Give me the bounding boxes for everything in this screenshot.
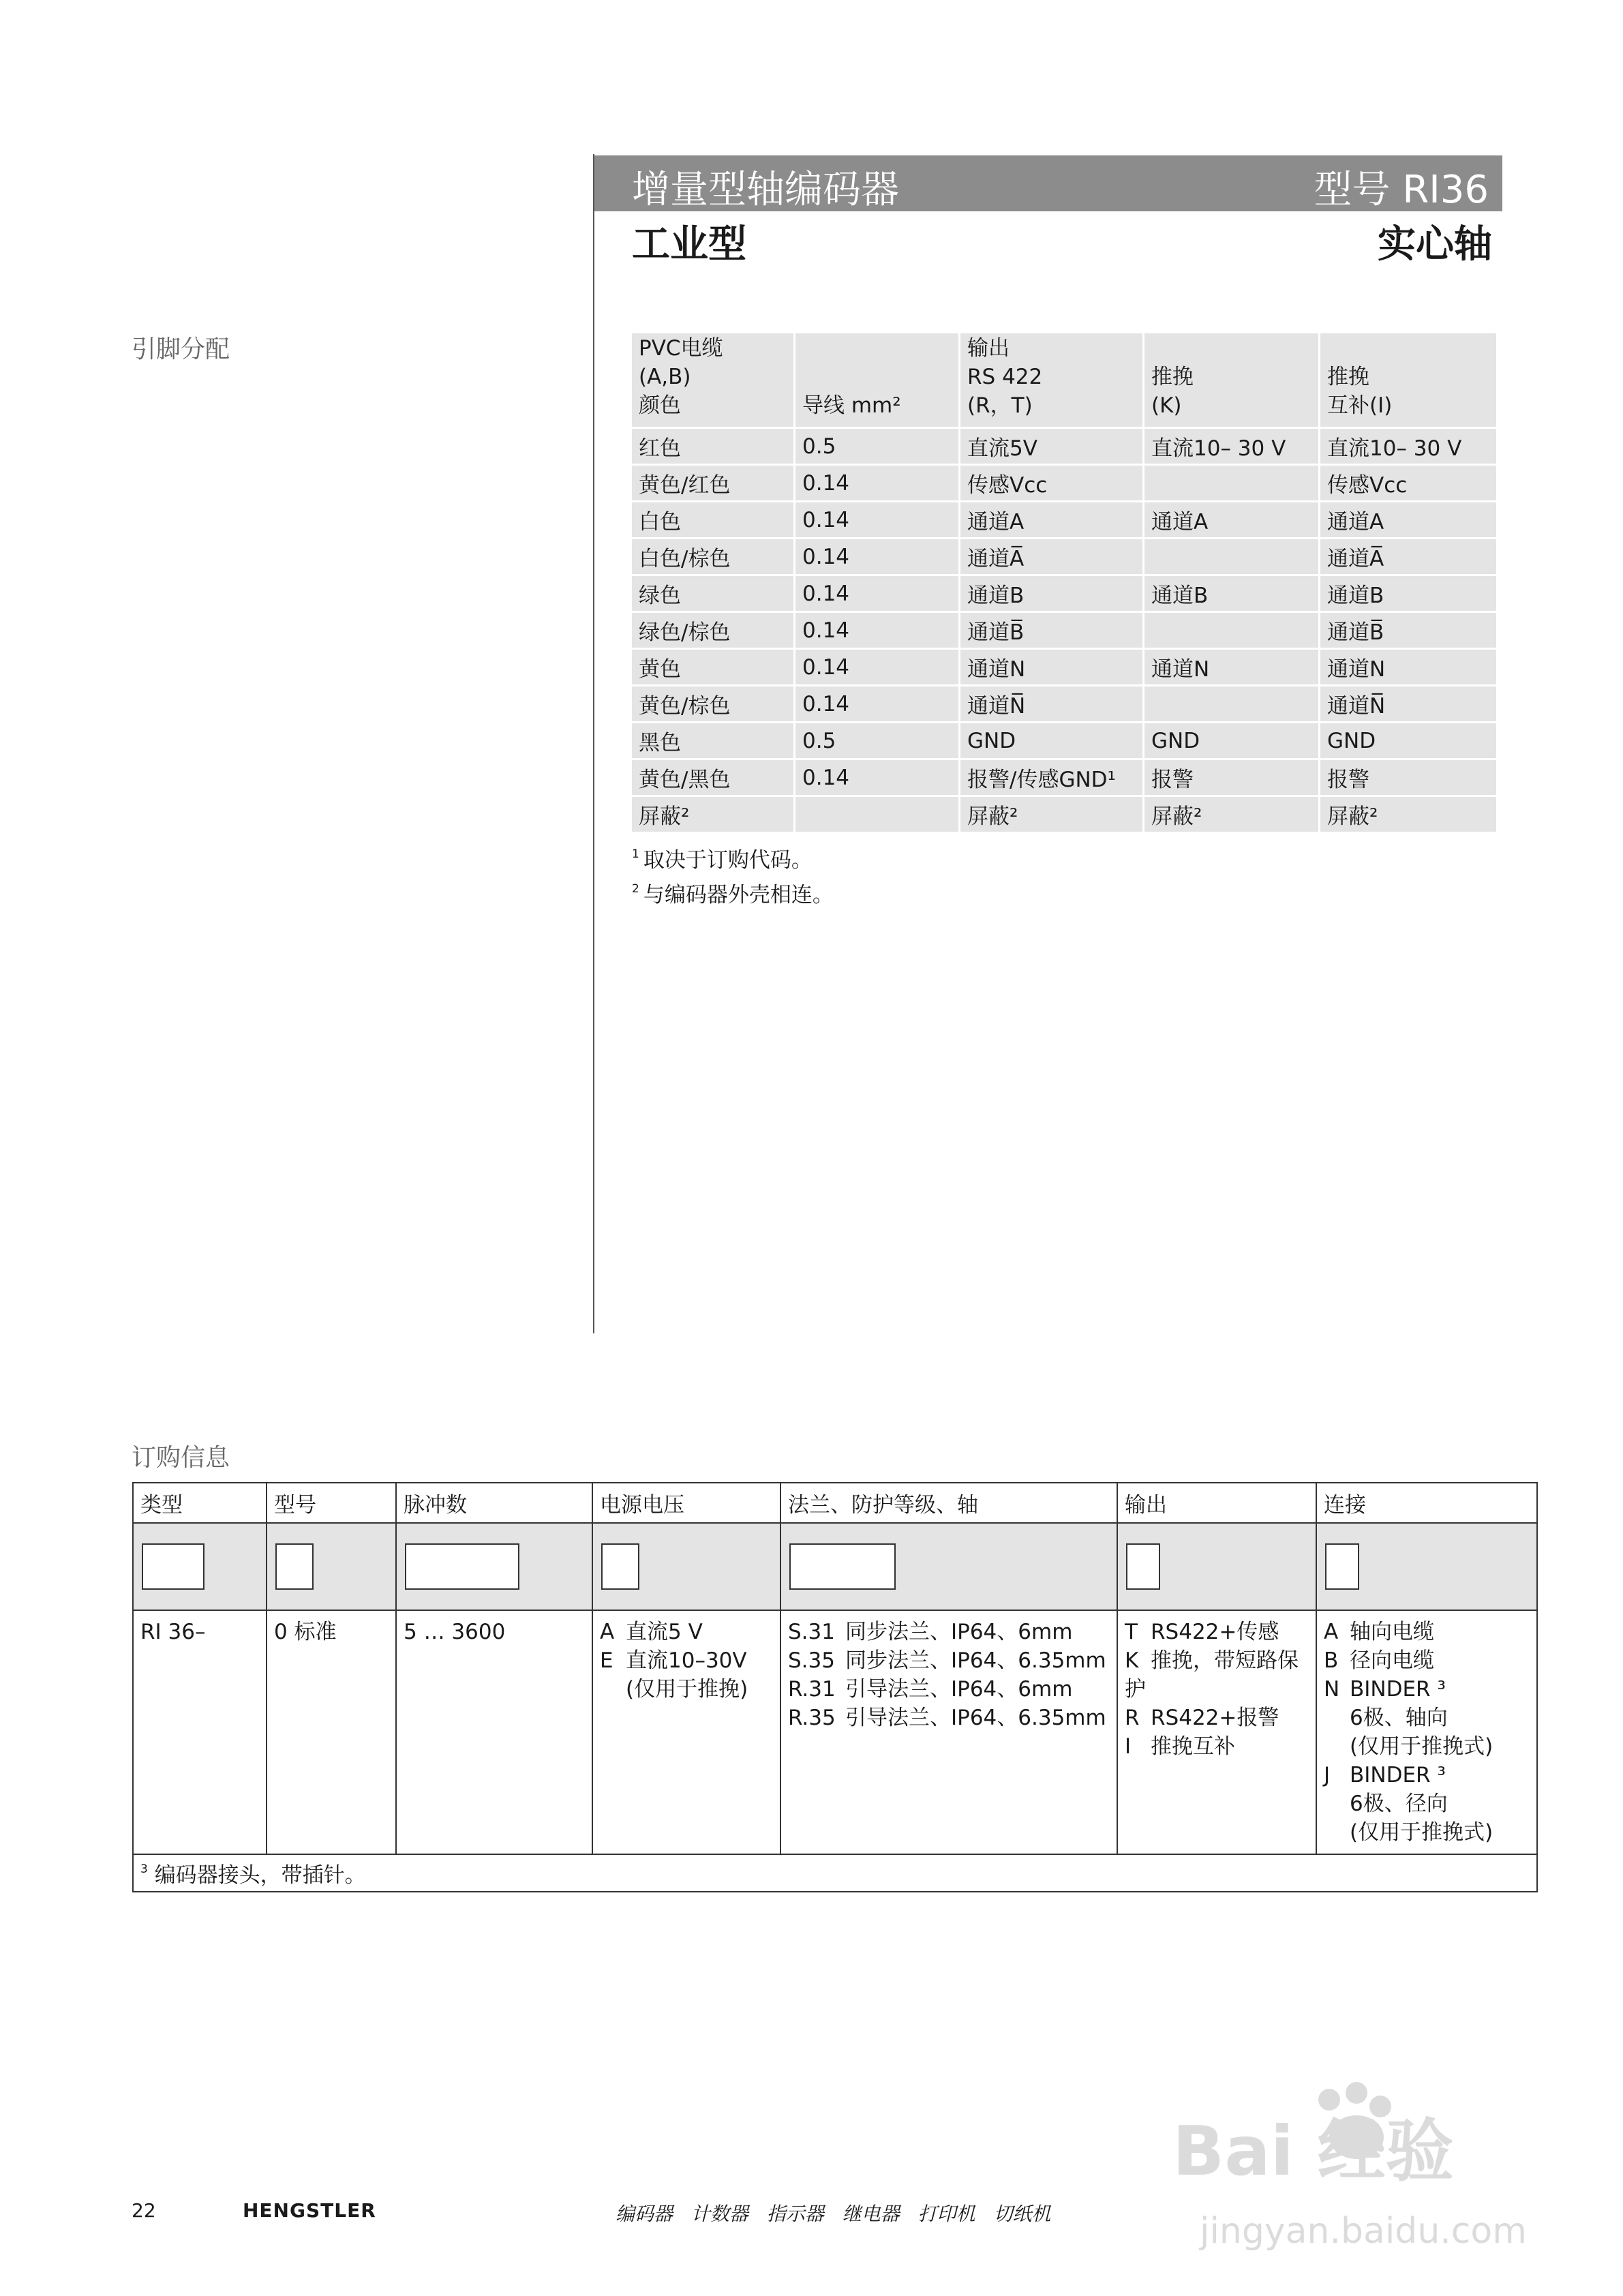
column-header: 输出 (1117, 1483, 1316, 1523)
cell: 黑色 (632, 723, 795, 760)
cell: 通道B̅ (1320, 613, 1496, 650)
cell: 通道A̅ (960, 539, 1144, 576)
cell: GND (1320, 723, 1496, 760)
cell: 绿色 (632, 576, 795, 613)
cell: 传感Vcc (960, 466, 1144, 502)
cell: 屏蔽² (960, 797, 1144, 834)
table-row (632, 760, 1496, 797)
cell (1144, 613, 1320, 650)
type-value: RI 36– (133, 1610, 267, 1854)
column-header: 类型 (133, 1483, 267, 1523)
cell: 通道N̅ (960, 686, 1144, 723)
cell: 0.14 (795, 539, 960, 576)
column-header: 输出 RS 422 (R，T) (960, 333, 1144, 429)
model-value: 0 标准 (267, 1610, 396, 1854)
column-header: 脉冲数 (396, 1483, 592, 1523)
pulses-value: 5 … 3600 (396, 1610, 592, 1854)
note-1: $^1$ 取决于订购代码。 (632, 847, 813, 873)
table-row (632, 686, 1496, 723)
table-row (632, 539, 1496, 576)
cell: 报警 (1144, 760, 1320, 797)
cell: 白色/棕色 (632, 539, 795, 576)
cell: 白色 (632, 502, 795, 539)
cell: 直流5V (960, 429, 1144, 466)
column-header: 导线 mm² (795, 333, 960, 429)
connection-input-box[interactable] (1325, 1543, 1359, 1590)
table-header-row (632, 333, 1496, 429)
table-row (632, 613, 1496, 650)
cell: 黄色/红色 (632, 466, 795, 502)
model-input-box[interactable] (275, 1543, 314, 1590)
cell: 通道A (960, 502, 1144, 539)
page-number: 22 (132, 2199, 156, 2222)
pin-assignment-table (632, 333, 1496, 834)
baidu-watermark (1159, 2072, 1541, 2277)
cell: 0.5 (795, 723, 960, 760)
connector-footnote: $^3$ 编码器接头，带插针。 (133, 1854, 1537, 1892)
cell: 通道N (960, 650, 1144, 686)
column-header: 连接 (1316, 1483, 1537, 1523)
subtitle-left: 工业型 (632, 222, 746, 267)
cell: 直流10– 30 V (1144, 429, 1320, 466)
cell (1144, 466, 1320, 502)
cell: 通道B (960, 576, 1144, 613)
column-header: PVC电缆 (A,B) 颜色 (632, 333, 795, 429)
cell: 通道A (1144, 502, 1320, 539)
page-title: 增量型轴编码器 (632, 168, 899, 212)
cell: 0.14 (795, 576, 960, 613)
cell: 报警/传感GND¹ (960, 760, 1144, 797)
column-header: 电源电压 (592, 1483, 780, 1523)
paw-icon (1318, 2089, 1340, 2111)
flange-options: S.31 同步法兰、IP64、6mm S.35 同步法兰、IP64、6.35mm R.31 引导法兰、IP64、6mm R.35 引导法兰、IP64、6.35mm (780, 1610, 1117, 1854)
table-header-row (133, 1483, 1537, 1523)
cell: 黄色 (632, 650, 795, 686)
cell (1144, 686, 1320, 723)
cell: 0.14 (795, 613, 960, 650)
cell: 红色 (632, 429, 795, 466)
options-row (133, 1610, 1537, 1854)
cell: GND (960, 723, 1144, 760)
cell (795, 797, 960, 834)
cell: 传感Vcc (1320, 466, 1496, 502)
cell: 通道B (1144, 576, 1320, 613)
table-row (632, 650, 1496, 686)
cell: 通道N (1320, 650, 1496, 686)
watermark-url: jingyan.baidu.com (1200, 2211, 1527, 2252)
type-input-box[interactable] (142, 1543, 204, 1590)
product-list: 编码器 计数器 指示器 继电器 打印机 切纸机 (616, 2203, 1051, 2225)
title-bar (594, 155, 1502, 211)
vertical-divider (593, 154, 594, 1333)
table-row (632, 466, 1496, 502)
cell: 0.14 (795, 760, 960, 797)
cell: 报警 (1320, 760, 1496, 797)
table-row (632, 429, 1496, 466)
pulses-input-box[interactable] (405, 1543, 519, 1590)
table-row (632, 576, 1496, 613)
flange-input-box[interactable] (789, 1543, 896, 1590)
cell: 通道B (1320, 576, 1496, 613)
watermark-brand: Bai 经验 (1172, 2111, 1454, 2191)
output-options: T RS422+传感 K 推挽，带短路保护 R RS422+报警 I 推挽互补 (1117, 1610, 1316, 1854)
input-boxes-row (133, 1523, 1537, 1610)
cell: 0.14 (795, 502, 960, 539)
cell: 通道A (1320, 502, 1496, 539)
brand-name: HENGSTLER (243, 2199, 376, 2222)
cell: 0.14 (795, 686, 960, 723)
cell: 黄色/黑色 (632, 760, 795, 797)
table-row (632, 723, 1496, 760)
column-header: 法兰、防护等级、轴 (780, 1483, 1117, 1523)
cell: 屏蔽² (1144, 797, 1320, 834)
ordering-info-label: 订购信息 (132, 1444, 230, 1472)
column-header: 型号 (267, 1483, 396, 1523)
cell: 0.14 (795, 650, 960, 686)
column-header: 推挽 (K) (1144, 333, 1320, 429)
voltage-input-box[interactable] (601, 1543, 639, 1590)
column-header: 推挽 互补(I) (1320, 333, 1496, 429)
footnote-row (133, 1854, 1537, 1892)
connection-options: A 轴向电缆 B 径向电缆 N BINDER ³ 6极、轴向 (仅用于推挽式) J BINDER ³ 6极、径向 (仅用于推挽式) (1316, 1610, 1537, 1854)
table-row (632, 502, 1496, 539)
output-input-box[interactable] (1126, 1543, 1160, 1590)
cell: 通道B̅ (960, 613, 1144, 650)
cell (1144, 539, 1320, 576)
cell: GND (1144, 723, 1320, 760)
voltage-options: A 直流5 V E 直流10–30V (仅用于推挽) (592, 1610, 780, 1854)
cell: 屏蔽² (1320, 797, 1496, 834)
cell: 0.5 (795, 429, 960, 466)
cell: 黄色/棕色 (632, 686, 795, 723)
cell: 绿色/棕色 (632, 613, 795, 650)
cell: 通道N̅ (1320, 686, 1496, 723)
pin-assignment-label: 引脚分配 (132, 335, 230, 363)
table-row (632, 797, 1496, 834)
model-number: 型号 RI36 (1314, 168, 1489, 212)
cell: 通道N (1144, 650, 1320, 686)
note-2: $^2$ 与编码器外壳相连。 (632, 882, 834, 907)
cell: 屏蔽² (632, 797, 795, 834)
cell: 直流10– 30 V (1320, 429, 1496, 466)
ordering-table (132, 1482, 1538, 1892)
pin-notes (632, 840, 834, 909)
cell: 0.14 (795, 466, 960, 502)
subtitle-right: 实心轴 (1378, 222, 1492, 267)
cell: 通道A̅ (1320, 539, 1496, 576)
